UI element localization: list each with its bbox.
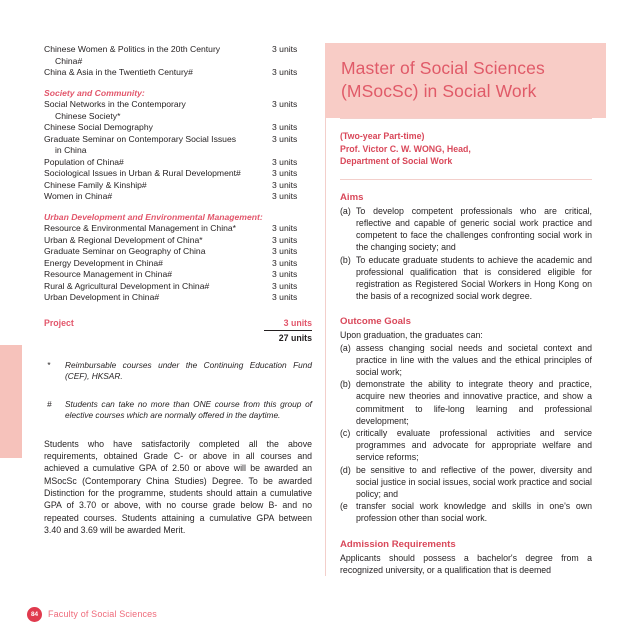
outcome-goal-item [340,500,592,524]
admission-requirements-text: Applicants should possess a bachelor's degree from a recognized university, or a qualification that is deemed [340,552,592,575]
right-column-content [326,118,606,576]
aims-item-text: To develop competent professionals who are critical, reflective and capable of generic social work practice and competent to face the challenges confronting social work in the changing society; and [356,205,592,253]
outcome-goal-label: (d) [340,464,351,475]
award-requirements-paragraph: Students who have satisfactorily completed all the above requirements, obtained Grade C- or above in all courses and achieved a cumulative GPA of 2.50 or above will be awarded an MSocSc (Contemporary China Studies) Degree. To be awarded Distinction for the programme, students should attain a cumulative GPA of 3.70 or above, with no course grade below B- and no repeated courses. Students attaining a cumulative GPA between 3.40 and 3.69 will be awarded Merit. [44,438,312,535]
course-units: 3 units [272,223,298,233]
course-row [44,281,312,293]
outcome-goal-item [340,342,592,379]
outcome-goal-text: transfer social work knowledge and skills in one's own profession other than social work. [356,501,592,524]
course-units: 3 units [272,257,298,268]
course-units: 3 units [272,133,298,144]
course-row [44,99,312,122]
footer-faculty-label: Faculty of Social Sciences [48,609,157,619]
project-total-row [44,317,312,344]
course-units: 3 units [272,292,298,302]
course-row [44,44,312,67]
programme-title-box [325,43,606,118]
footnote-hash [44,399,312,422]
course-units: 3 units [272,168,298,178]
course-row [44,292,312,304]
aims-item [340,254,592,303]
course-name [44,99,272,122]
course-name-continued: in China [55,145,87,155]
footnote-marker: * [47,359,51,370]
course-units: 3 units [272,234,298,245]
programme-head-name: Prof. Victor C. W. WONG, Head, [340,143,471,154]
course-units: 3 units [272,191,298,201]
course-name [44,168,272,180]
course-name-text: Urban Development in China# [44,292,160,302]
course-row [44,246,312,258]
programme-department: Department of Social Work [340,156,453,167]
aims-item-label: (b) [340,254,351,265]
course-name-continued: China# [55,55,83,66]
course-units: 3 units [272,99,298,109]
aims-item [340,205,592,254]
course-row [44,223,312,235]
course-name [44,191,272,203]
course-name [44,258,272,270]
course-name-text: Social Networks in the Contemporary [44,99,186,109]
page-number-badge: 84 [27,607,42,622]
outcome-goal-text: assess changing social needs and societal context and practice in line with the values and the ethical principles of social work; [356,342,592,378]
course-name-text: Resource Management in China# [44,269,173,279]
programme-title-line1: Master of Social Sciences [341,58,545,78]
programme-mode: (Two-year Part-time) [340,131,425,141]
footnote-text: Students can take no more than ONE course from this group of elective courses which are normally offered in the daytime. [65,398,312,421]
course-name-text: Chinese Women & Politics in the 20th Century [44,44,221,54]
rule-below-meta [340,179,592,180]
course-name-continued: Chinese Society* [55,110,121,121]
course-name-text: Graduate Seminar on Geography of China [44,246,206,256]
course-name [44,122,272,134]
course-row [44,258,312,270]
outcome-goal-label: (c) [340,428,351,439]
outcome-goals-lead: Upon graduation, the graduates can: [340,330,483,341]
outcome-goal-label: (b) [340,379,351,390]
outcome-goal-text: be sensitive to and reflective of the power, diversity and social justice in social issues, social work practice and social policy; and [356,464,592,500]
course-units: 3 units [272,269,298,279]
course-name [44,269,272,281]
course-name-text: Energy Development in China# [44,257,163,268]
section-heading-outcome-goals: Outcome Goals [340,316,411,328]
section-heading-admission-requirements: Admission Requirements [340,538,456,550]
outcome-goal-text: critically evaluate professional activities and service programmes and advocate for appropriate welfare and service reforms; [356,428,592,463]
course-name [44,44,272,67]
course-row [44,269,312,281]
page-footer [0,606,640,630]
course-row [44,67,312,79]
project-units-group [264,317,312,344]
outcome-goal-text: demonstrate the ability to integrate theory and practice, acquire new theories and innovative practice, and show a commitment to life-long learning and professional development; [356,379,592,426]
footnote-asterisk [44,360,312,383]
course-row [44,191,312,203]
course-row [44,168,312,180]
course-units: 3 units [272,179,298,190]
course-name-text: Resource & Environmental Management in China* [44,223,237,233]
course-name-text: Women in China# [44,191,113,201]
course-units: 3 units [272,156,298,167]
course-list-continuation [44,44,312,79]
course-name [44,223,272,235]
course-name-text: Chinese Family & Kinship# [44,179,147,190]
footnote-text: Reimbursable courses under the Continuing Education Fund (CEF), HKSAR. [65,359,312,382]
aims-item-text: To educate graduate students to achieve the academic and professional qualification that is considered eligible for registration as Registered Social Workers in Hong Kong on the basis of a recognized social work degree. [356,254,592,302]
footnote-marker: # [47,398,52,409]
outcome-goal-item [340,464,592,501]
course-units: 3 units [272,280,298,291]
outcome-goal-item [340,427,592,464]
course-name [44,67,272,79]
course-name [44,235,272,247]
course-name-text: Urban & Regional Development of China* [44,234,203,245]
section-heading-aims: Aims [340,191,364,203]
course-name [44,246,272,258]
course-row [44,134,312,157]
total-units: 27 units [278,332,312,343]
programme-title-line2: (MSocSc) in Social Work [341,81,537,101]
course-name [44,180,272,192]
programme-meta-block [340,119,592,179]
course-name-text: China & Asia in the Twentieth Century# [44,67,193,77]
course-row [44,122,312,134]
course-units: 3 units [272,67,298,77]
course-group-urban [44,223,312,304]
course-name-text: Sociological Issues in Urban & Rural Development# [44,168,241,178]
course-group-heading-urban: Urban Development and Environmental Management: [44,211,263,222]
aims-item-label: (a) [340,205,351,216]
course-name [44,292,272,304]
course-name-text: Population of China# [44,156,124,167]
course-group-society [44,99,312,203]
course-row [44,157,312,169]
course-group-heading-society: Society and Community: [44,87,145,98]
outcome-goal-label: (e [340,501,348,512]
course-name [44,281,272,293]
course-row [44,180,312,192]
outcome-goal-item [340,378,592,427]
course-name-text: Graduate Seminar on Contemporary Social Issues [44,133,237,144]
course-name [44,134,272,157]
course-units: 3 units [272,246,298,256]
course-units: 3 units [272,44,298,54]
course-name-text: Rural & Agricultural Development in China# [44,280,210,291]
outcome-goal-label: (a) [340,342,351,353]
course-row [44,235,312,247]
course-name [44,157,272,169]
right-column [325,43,606,576]
course-units: 3 units [272,122,298,132]
left-column [44,44,312,536]
course-name-text: Chinese Social Demography [44,122,153,132]
project-label: Project [44,317,74,328]
project-units: 3 units [264,317,312,331]
